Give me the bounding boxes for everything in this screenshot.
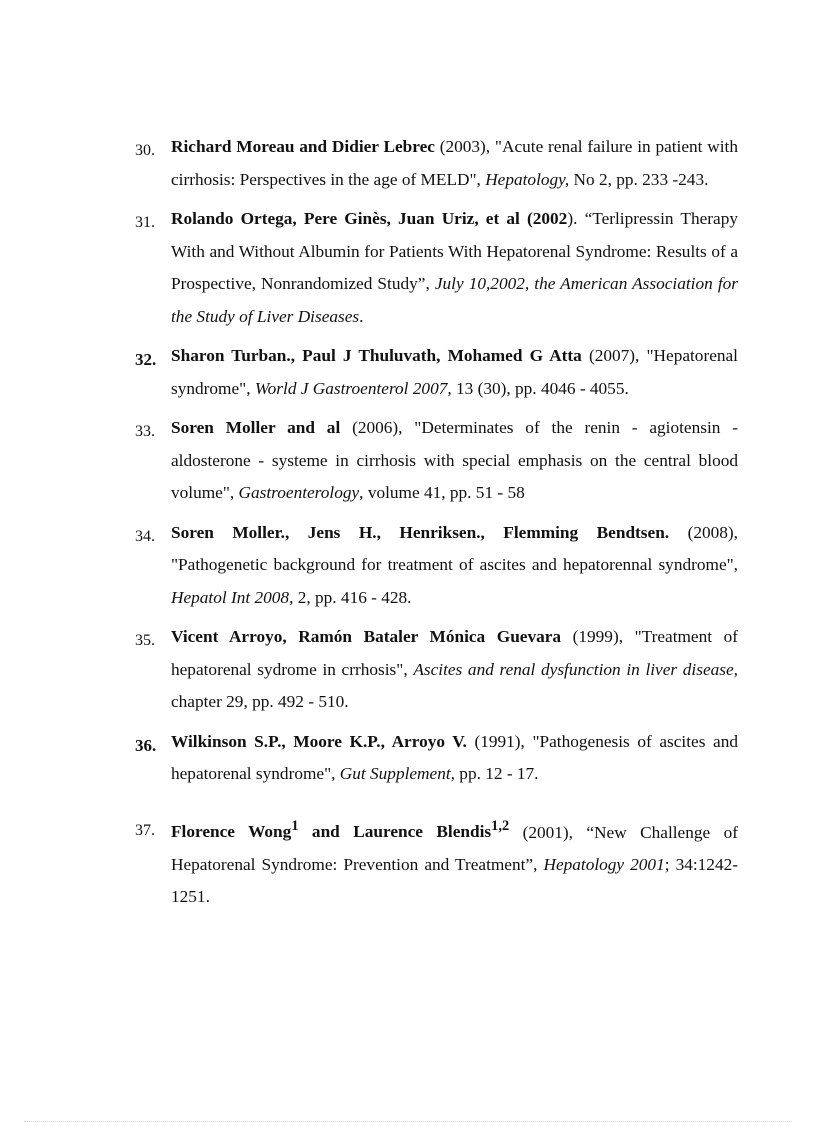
reference-authors: Wilkinson S.P., Moore K.P., Arroyo V. [171,731,467,751]
reference-authors: Soren Moller., Jens H., Henriksen., Flemming Bendtsen. [171,522,670,542]
reference-number: 36. [135,735,157,755]
reference-journal: Ascites and renal dysfunction in liver disease [413,659,734,679]
reference-title: "Treatment of hepatorenal sydrome in crrhosis", [171,627,738,679]
reference-year: (2003), [434,137,495,156]
reference-item [135,412,738,510]
reference-title: "Pathogenesis of ascites and hepatorenal syndrome", [171,731,738,783]
reference-authors: Vicent Arroyo, Ramón Bataler Mónica Guevara [171,627,562,646]
reference-item [135,203,738,333]
reference-title: "Hepatorenal syndrome", [171,346,738,398]
reference-journal: Hepatology, [485,169,570,189]
reference-number: 34. [135,527,155,545]
affiliation-superscript: 1 [291,818,299,835]
reference-year: (1991), [466,731,533,751]
affiliation-superscript: 1,2 [491,818,510,835]
reference-journal: Hepatol Int 2008, [171,587,294,607]
reference-authors: Rolando Ortega, Pere Ginès, Juan Uriz, et al (2002 [171,209,568,228]
reference-details: , volume 41, pp. 51 - 58 [359,483,525,502]
reference-number: 37. [135,821,155,839]
reference-number: 32. [135,350,157,369]
page-bottom-border [24,1121,792,1122]
reference-year: (2008), [669,522,738,542]
reference-item [135,340,738,405]
reference-details: No 2, pp. 233 -243. [569,169,709,189]
reference-list [135,131,738,921]
reference-details: pp. 12 - 17. [454,764,539,783]
reference-number: 33. [135,423,155,440]
reference-journal: Gastroenterology [238,483,360,502]
reference-year: (2006), [340,418,415,437]
reference-author-2: and Laurence Blendis [298,822,492,842]
reference-title: “Terlipressin Therapy With and Without Albumin for Patients With Hepatorenal Syndrome: Results of a Prospective, Nonrandomized Study”, [171,209,738,293]
reference-journal: Gut Supplement, [339,764,455,783]
reference-item [135,131,738,196]
reference-details: 2, pp. 416 - 428. [293,587,412,607]
reference-journal: World J Gastroenterol 2007, [254,378,452,398]
reference-authors: Sharon Turban., Paul J Thuluvath, Mohamed G Atta [171,346,582,365]
reference-number: 35. [135,632,155,649]
reference-year: (2001), [509,822,587,842]
reference-details: . [359,306,364,326]
reference-author-1: Florence Wong [171,822,292,842]
reference-title: "Determinates of the renin - agiotensin - aldosterone - systeme in cirrhosis with special emphasis on the central blood volume", [171,418,738,502]
reference-year: (2007), [581,346,647,365]
reference-number: 31. [135,214,155,231]
reference-authors [171,818,510,842]
reference-title: "Pathogenetic background for treatment of ascites and hepatorennal syndrome", [171,555,738,574]
reference-title: “New Challenge of Hepatorenal Syndrome: Prevention and Treatment”, [171,822,738,874]
reference-details: ; 34:1242-1251. [171,854,738,907]
reference-item [135,621,738,719]
reference-item [135,811,738,914]
reference-authors: Soren Moller and al [171,418,341,437]
reference-number: 30. [135,142,155,159]
reference-journal: Hepatology 2001 [543,854,665,874]
reference-authors: Richard Moreau and Didier Lebrec [171,137,435,156]
reference-title: "Acute renal failure in patient with cirrhosis: Perspectives in the age of MELD", [171,137,738,189]
reference-journal: July 10,2002, the American Association for the Study of Liver Diseases [171,274,738,326]
reference-year: (1999), [561,627,635,646]
reference-item [135,726,738,791]
reference-details: , chapter 29, pp. 492 - 510. [171,659,738,711]
reference-details: 13 (30), pp. 4046 - 4055. [451,378,629,398]
reference-item [135,517,738,615]
reference-year: ). [567,209,585,228]
